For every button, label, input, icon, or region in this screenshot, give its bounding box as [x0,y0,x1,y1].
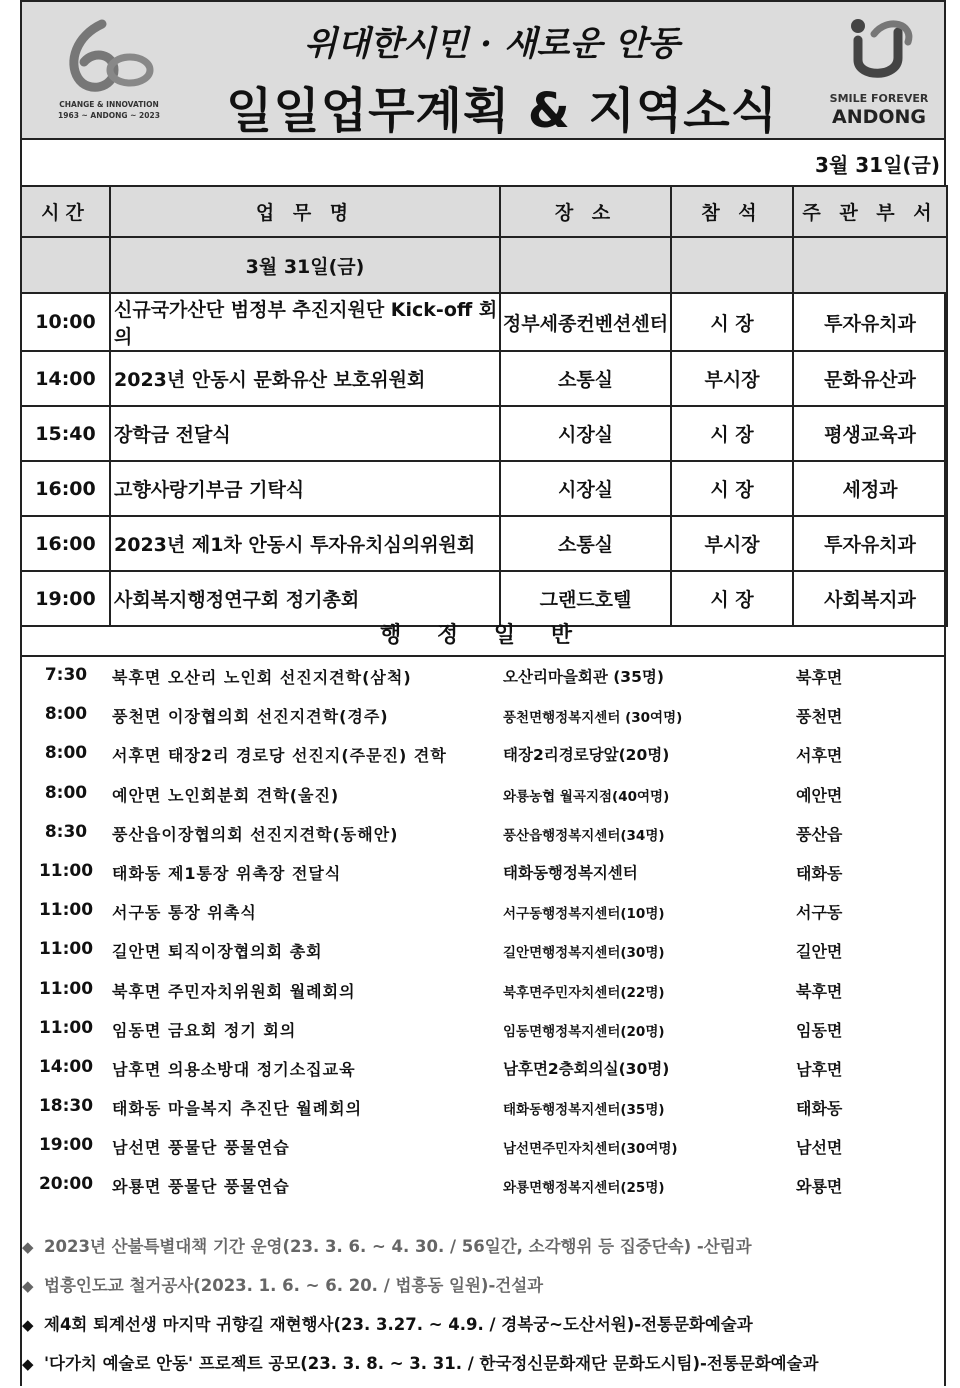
item-name: 임동면 금요회 정기 회의 [112,1020,297,1040]
schedule-header-row [21,186,947,237]
row-dept: 평생교육과 [793,406,947,461]
andong-brand-logo [814,12,944,132]
col-header-place: 장 소 [500,186,671,237]
item-dept: 풍천면 [796,707,843,727]
row-attend: 시 장 [671,571,793,626]
schedule-table [20,185,948,627]
row-task: 2023년 안동시 문화유산 보호위원회 [110,351,500,406]
item-place: 남후면2층회의실(30명) [503,1059,670,1078]
notice-item [22,1349,944,1388]
row-dept: 투자유치과 [793,516,947,571]
item-place: 와룡농협 월곡지점(40여명) [503,788,670,805]
list-item [22,892,944,931]
item-time: 8:00 [44,704,88,725]
item-name: 예안면 노인회분회 견학(울진) [112,785,340,805]
row-place: 그랜드호텔 [500,571,671,626]
row-time: 14:00 [21,351,110,406]
item-time: 19:00 [38,1135,94,1156]
item-place: 태장2리경로당앞(20명) [503,746,670,765]
list-item [22,1127,944,1166]
row-attend: 시 장 [671,406,793,461]
notice-item [22,1271,944,1310]
item-name: 태화동 마을복지 추진단 월례회의 [112,1099,363,1119]
notice-text: 법흥인도교 철거공사(2023. 1. 6. ~ 6. 20. / 법흥동 일원)-건설과 [44,1276,544,1295]
item-time: 18:30 [38,1096,94,1117]
row-dept: 세정과 [793,461,947,516]
row-attend: 부시장 [671,351,793,406]
item-place: 길안면행정복지센터(30명) [503,945,665,962]
60th-anniversary-logo [54,16,164,126]
item-dept: 남후면 [796,1059,843,1079]
item-dept: 풍산읍 [796,824,843,844]
item-place: 임동면행정복지센터(20명) [503,1023,665,1040]
notice-list [22,1232,944,1388]
item-dept: 북후면 [796,981,843,1001]
row-time: 15:40 [21,406,110,461]
row-place: 소통실 [500,351,671,406]
item-dept: 남선면 [796,1138,843,1158]
notice-text: 2023년 산불특별대책 기간 운영(23. 3. 6. ~ 4. 30. / 56일간, 소각행위 등 집중단속) -산림과 [44,1237,752,1256]
notice-item [22,1310,944,1349]
notice-item [22,1232,944,1271]
col-header-time: 시간 [21,186,110,237]
list-item [22,775,944,814]
row-task: 신규국가산단 범정부 추진지원단 Kick-off 회의 [110,293,500,351]
logo-caption-line1: CHANGE & INNOVATION [59,100,159,109]
diamond-bullet-icon: ◆ [22,1277,34,1295]
row-time: 10:00 [21,293,110,351]
list-item [22,1166,944,1205]
item-place: 풍산읍행정복지센터(34명) [503,827,665,844]
item-name: 북후면 오산리 노인회 선진지견학(삼척) [112,668,412,687]
list-item [22,853,944,892]
item-time: 7:30 [44,665,88,685]
row-time: 16:00 [21,461,110,516]
item-time: 8:00 [44,782,88,803]
col-header-dept: 주 관 부 서 [793,186,947,237]
list-item [22,931,944,970]
item-place: 오산리마을회관 (35명) [503,668,664,686]
table-row [21,516,947,571]
admin-list [22,657,944,1206]
logo-caption-line2: 1963 ~ ANDONG ~ 2023 [58,111,160,120]
admin-section-title: 행 정 일 반 [20,617,946,657]
list-item [22,1010,944,1049]
item-dept: 길안면 [796,942,843,962]
row-dept: 사회복지과 [793,571,947,626]
item-dept: 예안면 [796,785,843,805]
list-item [22,1088,944,1127]
item-name: 남후면 의용소방대 정기소집교육 [112,1059,356,1079]
list-item [22,735,944,774]
row-attend: 시 장 [671,293,793,351]
item-name: 남선면 풍물단 풍물연습 [112,1138,290,1158]
item-time: 11:00 [38,978,94,999]
row-time: 19:00 [21,571,110,626]
diamond-bullet-icon: ◆ [22,1238,34,1256]
item-time: 11:00 [38,860,94,881]
row-place: 정부세종컨벤션센터 [500,293,671,351]
item-place: 북후면주민자치센터(22명) [503,984,665,1001]
item-name: 서구동 통장 위촉식 [112,903,257,923]
notice-text: 제4회 퇴계선생 마지막 귀향길 재현행사(23. 3.27. ~ 4.9. / 경복궁~도산서원)-전통문화예술과 [44,1315,753,1334]
item-name: 태화동 제1통장 위촉장 전달식 [112,863,342,883]
row-task: 사회복지행정연구회 정기총회 [110,571,500,626]
row-attend: 부시장 [671,516,793,571]
item-dept: 와룡면 [796,1177,843,1197]
item-time: 20:00 [38,1174,94,1195]
table-row [21,351,947,406]
item-dept: 임동면 [796,1020,843,1040]
item-name: 풍천면 이장협의회 선진지견학(경주) [112,707,389,727]
list-item [22,971,944,1010]
page-header [20,0,946,140]
item-dept: 태화동 [796,863,843,883]
row-time: 16:00 [21,516,110,571]
date-bar [20,140,946,186]
col-header-attend: 참 석 [671,186,793,237]
item-dept: 북후면 [796,668,843,687]
row-task: 장학금 전달식 [110,406,500,461]
item-name: 서후면 태장2리 경로당 선진지(주문진) 견학 [112,746,447,766]
table-row [21,406,947,461]
item-name: 북후면 주민자치위원회 월례회의 [112,981,356,1001]
item-place: 풍천면행정복지센터 (30여명) [503,710,683,727]
brand-slogan-line1: SMILE FOREVER [829,92,929,105]
list-item [22,814,944,853]
schedule-date: 3월 31일(금) [110,237,500,293]
city-slogan: 위대한시민 · 새로운 안동 [304,24,680,64]
page-title: 일일업무계획 & 지역소식 [226,83,778,139]
diamond-bullet-icon: ◆ [22,1316,34,1334]
item-place: 와룡면행정복지센터(25명) [503,1180,665,1197]
row-attend: 시 장 [671,461,793,516]
schedule-date-row [21,237,947,293]
row-task: 2023년 제1차 안동시 투자유치심의위원회 [110,516,500,571]
report-date: 3월 31일(금) [815,153,940,177]
brand-slogan-line2: ANDONG [831,106,927,128]
list-item [22,1049,944,1088]
item-name: 풍산읍이장협의회 선진지견학(동해안) [112,824,399,844]
item-dept: 태화동 [796,1099,843,1119]
diamond-bullet-icon: ◆ [22,1355,34,1373]
row-place: 소통실 [500,516,671,571]
item-place: 남선면주민자치센터(30여명) [503,1141,678,1158]
row-dept: 문화유산과 [793,351,947,406]
item-time: 11:00 [38,900,94,921]
item-name: 와룡면 풍물단 풍물연습 [112,1177,290,1197]
item-place: 태화동행정복지센터(35명) [503,1102,665,1119]
item-time: 14:00 [38,1056,94,1077]
table-row [21,461,947,516]
row-place: 시장실 [500,461,671,516]
item-time: 11:00 [38,1017,94,1038]
item-place: 태화동행정복지센터 [503,863,638,882]
row-dept: 투자유치과 [793,293,947,351]
item-dept: 서구동 [796,903,843,923]
notice-text: '다가치 예술로 안동' 프로젝트 공모(23. 3. 8. ~ 3. 31. / 한국정신문화재단 문화도시팀)-전통문화예술과 [44,1354,819,1373]
table-row [21,293,947,351]
row-task: 고향사랑기부금 기탁식 [110,461,500,516]
item-place: 서구동행정복지센터(10명) [503,906,665,923]
col-header-task: 업 무 명 [110,186,500,237]
item-time: 8:30 [44,821,88,842]
item-time: 8:00 [44,743,88,764]
list-item [22,696,944,735]
row-place: 시장실 [500,406,671,461]
item-dept: 서후면 [796,746,843,766]
list-item [22,657,944,696]
item-time: 11:00 [38,939,94,960]
item-name: 길안면 퇴직이장협의회 총회 [112,942,323,962]
